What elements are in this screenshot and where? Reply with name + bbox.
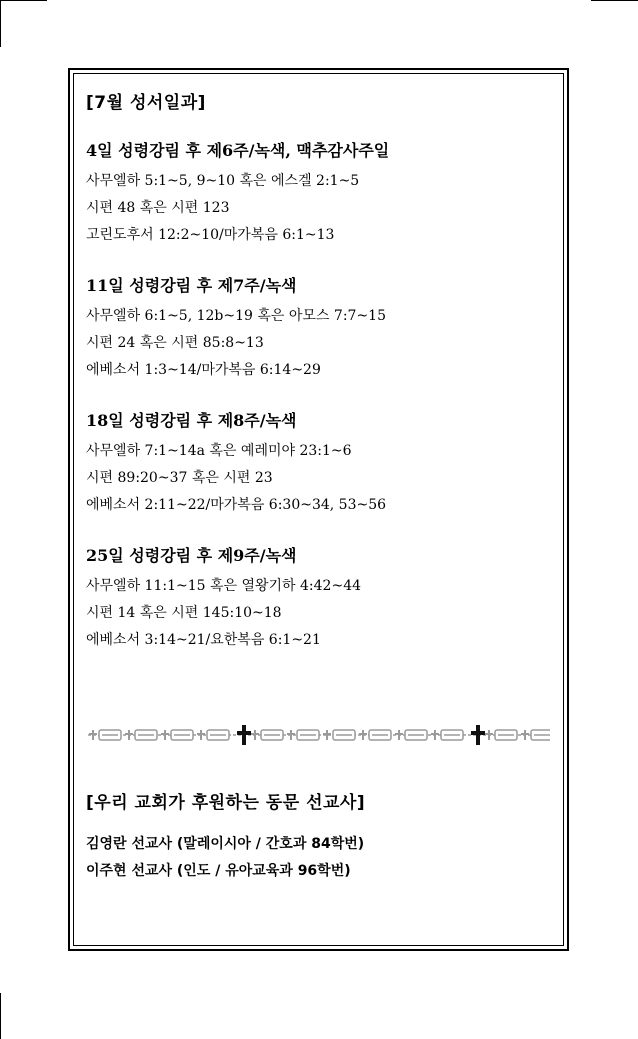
reading-line: 시편 14 혹은 시편 145:10~18 xyxy=(86,605,282,621)
week-heading: 25일 성령강림 후 제9주/녹색 xyxy=(86,546,297,565)
reading-line: 시편 24 혹은 시편 85:8~13 xyxy=(86,335,264,351)
missionary-item: 이주현 선교사 (인도 / 유아교육과 96학번) xyxy=(86,863,351,879)
missionaries-list xyxy=(86,831,364,885)
week-heading: 18일 성령강림 후 제8주/녹색 xyxy=(86,411,297,430)
crop-mark-top-right xyxy=(591,0,638,1)
week-block xyxy=(86,275,557,384)
reading-line: 고린도후서 12:2~10/마가복음 6:1~13 xyxy=(86,227,335,243)
reading-line: 에베소서 3:14~21/요한복음 6:1~21 xyxy=(86,632,321,648)
missionary-item: 김영란 선교사 (말레이시아 / 간호과 84학번) xyxy=(86,836,365,852)
reading-line: 에베소서 2:11~22/마가복음 6:30~34, 53~56 xyxy=(86,497,387,513)
week-block xyxy=(86,410,557,519)
reading-line: 시편 48 혹은 시편 123 xyxy=(86,200,230,216)
crop-mark-top-left xyxy=(0,0,47,1)
reading-line: 사무엘하 11:1~15 혹은 열왕기하 4:42~44 xyxy=(86,578,362,594)
lectionary-title: [7월 성서일과] xyxy=(86,93,206,113)
missionaries-title: [우리 교회가 후원하는 동문 선교사] xyxy=(86,793,366,813)
reading-line: 에베소서 1:3~14/마가복음 6:14~29 xyxy=(86,362,321,378)
crop-mark-left-bottom xyxy=(0,993,1,1039)
reading-line: 사무엘하 6:1~5, 12b~19 혹은 아모스 7:7~15 xyxy=(86,308,386,324)
week-block xyxy=(86,140,557,249)
reading-line: 사무엘하 5:1~5, 9~10 혹은 에스겔 2:1~5 xyxy=(86,173,360,189)
week-heading: 4일 성령강림 후 제6주/녹색, 맥추감사주일 xyxy=(86,141,390,160)
crop-mark-left-top xyxy=(0,0,1,47)
week-heading: 11일 성령강림 후 제7주/녹색 xyxy=(86,276,297,295)
reading-line: 사무엘하 7:1~14a 혹은 예레미야 23:1~6 xyxy=(86,443,352,459)
week-block xyxy=(86,545,557,654)
lectionary-section xyxy=(86,92,557,680)
reading-line: 시편 89:20~37 혹은 시편 23 xyxy=(86,470,273,486)
bulletin-frame xyxy=(68,68,569,951)
cross-chain-divider-icon xyxy=(88,723,550,747)
